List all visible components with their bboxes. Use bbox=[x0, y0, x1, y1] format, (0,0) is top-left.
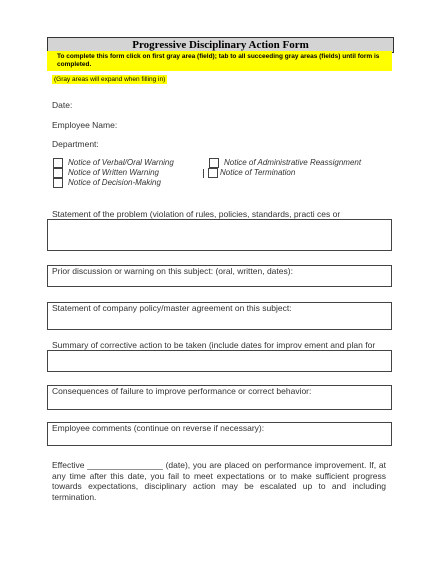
checkbox-termination[interactable] bbox=[208, 168, 218, 178]
checkbox-row-termination[interactable] bbox=[203, 168, 295, 178]
checkbox-verbal[interactable] bbox=[53, 158, 63, 168]
corrective-summary-field[interactable] bbox=[47, 350, 392, 372]
checkbox-decision-label: Notice of Decision-Making bbox=[68, 178, 161, 187]
checkbox-termination-edge bbox=[203, 169, 204, 178]
checkbox-reassignment[interactable] bbox=[209, 158, 219, 168]
statement-problem-label: Statement of the problem (violation of rules, policies, standards, practi ces or bbox=[52, 209, 341, 219]
gray-areas-note: (Gray areas will expand when filling in) bbox=[54, 76, 166, 83]
form-title: Progressive Disciplinary Action Form bbox=[47, 37, 394, 53]
statement-problem-field[interactable] bbox=[47, 219, 392, 251]
checkbox-written-label: Notice of Written Warning bbox=[68, 168, 159, 177]
corrective-summary-label: Summary of corrective action to be taken (include dates for improv ement and plan for bbox=[52, 340, 376, 350]
date-label: Date: bbox=[52, 100, 73, 110]
policy-statement-label: Statement of company policy/master agreement on this subject: bbox=[52, 303, 292, 313]
checkbox-row-decision[interactable] bbox=[53, 178, 161, 188]
checkbox-written[interactable] bbox=[53, 168, 63, 178]
effective-paragraph: Effective ________________ (date), you are placed on performance improvement. If, at any time after this date, you fail to meet expectations or to make sufficient progress towards expectations, disciplinary action may be escalated up to and including termination. bbox=[52, 460, 386, 502]
employee-name-label: Employee Name: bbox=[52, 120, 118, 130]
checkbox-decision[interactable] bbox=[53, 178, 63, 188]
checkbox-row-reassignment[interactable] bbox=[209, 158, 361, 168]
checkbox-reassignment-label: Notice of Administrative Reassignment bbox=[224, 158, 362, 167]
checkbox-row-verbal[interactable] bbox=[53, 158, 174, 168]
checkbox-termination-label: Notice of Termination bbox=[220, 168, 296, 177]
consequences-label: Consequences of failure to improve performance or correct behavior: bbox=[52, 386, 312, 396]
employee-comments-label: Employee comments (continue on reverse if necessary): bbox=[52, 423, 265, 433]
instructions-banner: To complete this form click on first gray area (field); tab to all succeeding gray areas (fields) until form is completed. bbox=[47, 51, 392, 71]
checkbox-row-written[interactable] bbox=[53, 168, 159, 178]
prior-discussion-label: Prior discussion or warning on this subject: (oral, written, dates): bbox=[52, 266, 293, 276]
checkbox-verbal-label: Notice of Verbal/Oral Warning bbox=[68, 158, 174, 167]
department-label: Department: bbox=[52, 139, 99, 149]
